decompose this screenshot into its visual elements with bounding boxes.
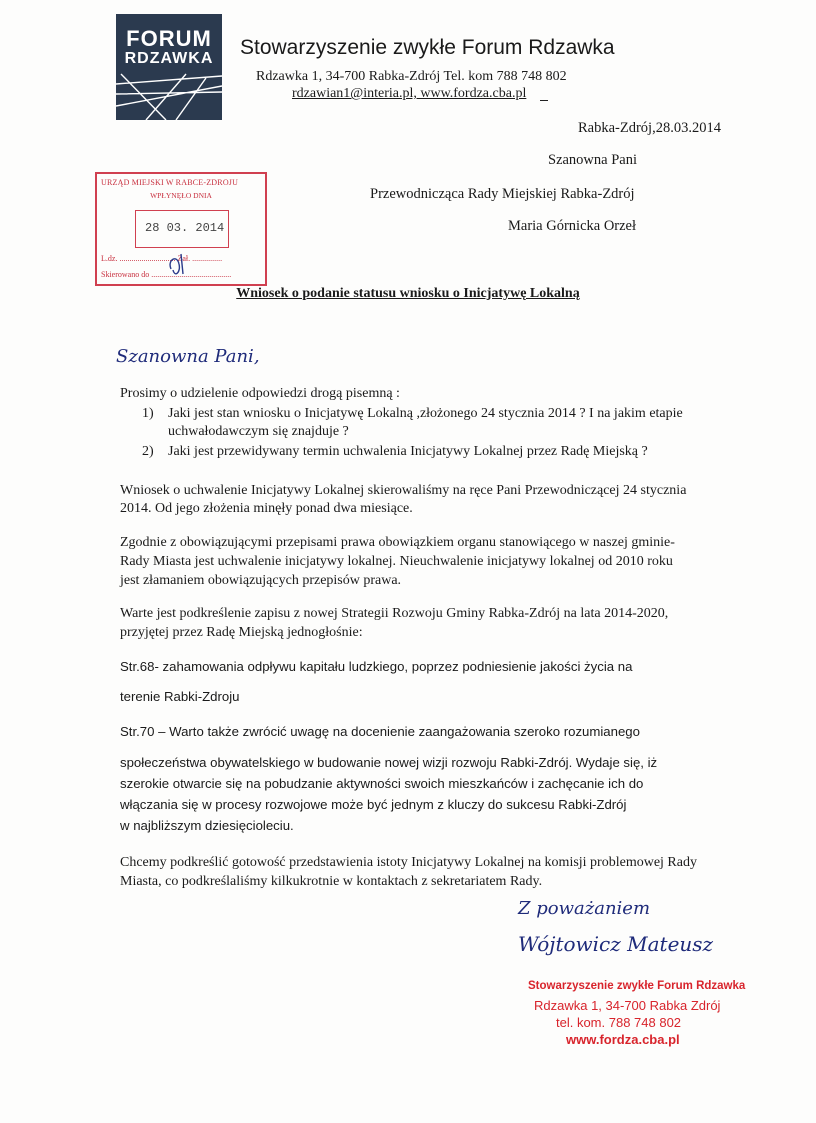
recipient-salutation: Szanowna Pani <box>548 152 637 168</box>
paragraph-2-line3: jest złamaniem obowiązujących przepisów prawa. <box>120 573 402 588</box>
logo-text-forum: FORUM <box>126 26 212 51</box>
stamp-office: URZĄD MIEJSKI W RABCE-ZDROJU <box>101 178 239 187</box>
received-stamp <box>95 172 267 286</box>
quote-str70-line4: włączania się w procesy rozwojowe może być jednym z kluczy do sukcesu Rabki-Zdrój <box>120 797 627 812</box>
organization-address: Rdzawka 1, 34-700 Rabka-Zdrój Tel. kom 788 748 802 <box>256 69 567 84</box>
recipient-position: Przewodnicząca Rady Miejskiej Rabka-Zdrój <box>370 186 635 202</box>
recipient-name: Maria Górnicka Orzeł <box>508 218 637 234</box>
question-2-line1: Jaki jest przewidywany termin uchwalenia Inicjatywy Lokalnej przez Radę Miejską ? <box>168 444 648 459</box>
question-1-line2: uchwałodawczym się znajduje ? <box>168 424 349 439</box>
document-title: Wniosek o podanie statusu wniosku o Inicjatywę Lokalną <box>236 286 580 301</box>
paragraph-1-line1: Wniosek o uchwalenie Inicjatywy Lokalnej skierowaliśmy na ręce Pani Przewodniczącej 24 stycznia <box>120 483 687 498</box>
question-2-number: 2) <box>142 444 154 459</box>
red-stamp-website: www.fordza.cba.pl <box>566 1032 680 1047</box>
paragraph-2-line1: Zgodnie z obowiązującymi przepisami prawa obowiązkiem organu stanowiącego w naszej gminie- <box>120 535 675 550</box>
question-1-number: 1) <box>142 406 154 421</box>
handwritten-greeting: Szanowna Pani, <box>116 346 260 367</box>
quote-str70-line3: szerokie otwarcie się na pobudzanie aktywności swoich mieszkańców i zachęcanie ich do <box>120 776 644 791</box>
quote-str68-line1: Str.68- zahamowania odpływu kapitału ludzkiego, poprzez podniesienie jakości życia na <box>120 659 633 674</box>
stamp-initials-scribble <box>97 174 265 284</box>
question-1-line1: Jaki jest stan wniosku o Inicjatywę Lokalną ,złożonego 24 stycznia 2014 ? I na jakim etapie <box>168 406 683 421</box>
paragraph-2-line2: Rady Miasta jest uchwalenie inicjatywy lokalnej. Nieuchwalenie inicjatywy lokalnej od 2010 roku <box>120 554 673 569</box>
stamp-ldz: L.dz. ............................ Zał. ............... <box>101 254 223 263</box>
paragraph-3-line1: Warte jest podkreślenie zapisu z nowej Strategii Rozwoju Gminy Rabka-Zdrój na lata 2014-2020, <box>120 606 669 621</box>
intro-line: Prosimy o udzielenie odpowiedzi drogą pisemną : <box>120 386 400 401</box>
place-date: Rabka-Zdrój,28.03.2014 <box>578 120 721 136</box>
red-stamp-phone: tel. kom. 788 748 802 <box>556 1015 682 1030</box>
stamp-skierowano: Skierowano do ........................................ <box>101 270 232 279</box>
paragraph-1-line2: 2014. Od jego złożenia minęły ponad dwa miesiące. <box>120 501 413 516</box>
organization-name: Stowarzyszenie zwykłe Forum Rdzawka <box>240 36 615 59</box>
paragraph-4-line2: Miasta, co podkreślaliśmy kilkukrotnie w kontaktach z sekretariatem Rady. <box>120 874 543 889</box>
red-stamp-address: Rdzawka 1, 34-700 Rabka Zdrój <box>534 998 721 1013</box>
logo-text-rdzawka: RDZAWKA <box>124 50 214 67</box>
red-stamp-name: Stowarzyszenie zwykłe Forum Rdzawka <box>528 980 746 992</box>
quote-str68-line2: terenie Rabki-Zdroju <box>120 689 240 704</box>
stamp-date: 28 03. 2014 <box>145 221 225 235</box>
quote-str70-line2: społeczeństwa obywatelskiego w budowanie nowej wizji rozwoju Rabki-Zdrój. Wydaje się, iż <box>120 755 658 770</box>
stamp-received-label: WPŁYNĘŁO DNIA <box>150 191 212 200</box>
handwritten-closing: Z poważaniem <box>518 898 651 919</box>
handwritten-signature: Wójtowicz Mateusz <box>518 932 714 956</box>
paragraph-3-line2: przyjętej przez Radę Miejską jednogłośnie: <box>120 625 363 640</box>
quote-str70-line1: Str.70 – Warto także zwrócić uwagę na docenienie zaangażowania szeroko rozumianego <box>120 724 640 739</box>
paragraph-4-line1: Chcemy podkreślić gotowość przedstawienia istoty Inicjatywy Lokalnej na komisji problemowej Rady <box>120 855 697 870</box>
header-divider <box>540 100 548 101</box>
logo <box>116 14 222 120</box>
quote-str70-line5: w najbliższym dziesięcioleciu. <box>120 818 294 833</box>
organization-contact: rdzawian1@interia.pl, www.fordza.cba.pl <box>292 86 527 101</box>
